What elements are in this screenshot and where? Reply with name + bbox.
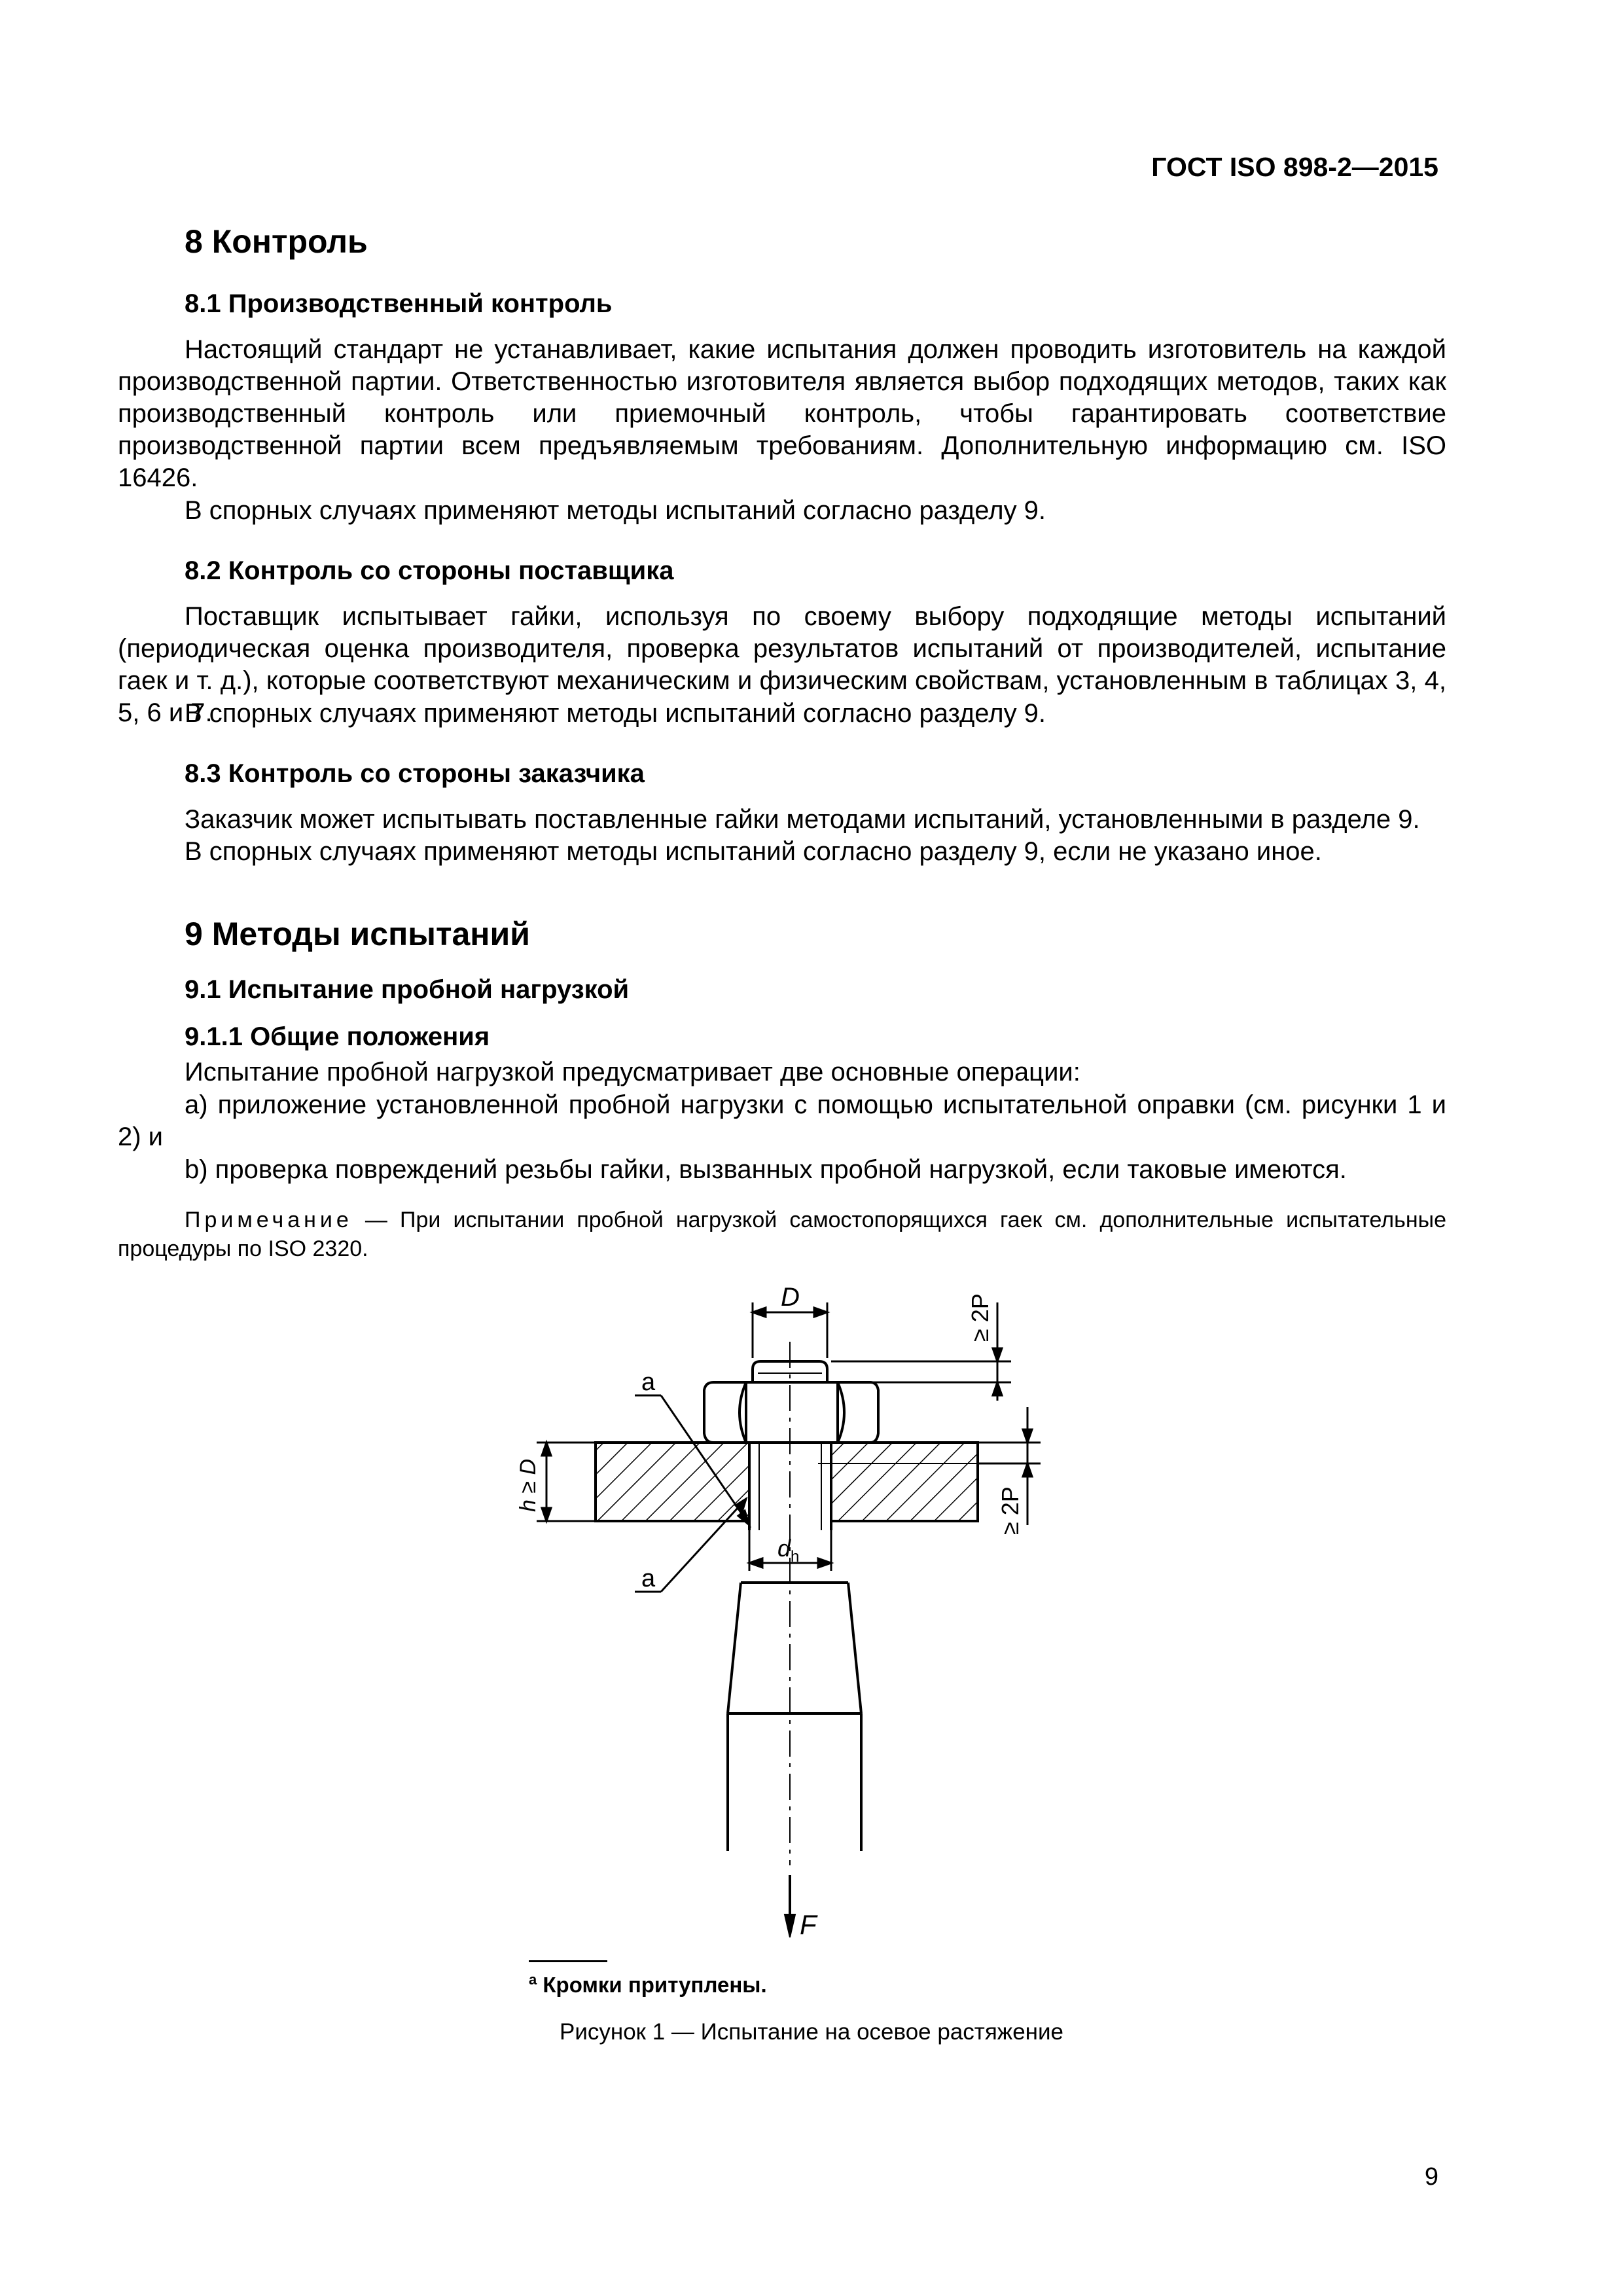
note [118, 1206, 1446, 1263]
section-8-1-disputes: В спорных случаях применяют методы испытаний согласно разделу 9. [185, 496, 1046, 525]
label-2P-right: ≥ 2P [997, 1486, 1024, 1535]
figure-1-axial-tension-diagram [458, 1276, 1047, 1957]
footnote-rule [529, 1960, 607, 1962]
page-number: 9 [1424, 2163, 1438, 2191]
label-2P-top: ≥ 2P [967, 1293, 993, 1342]
label-a-bottom: a [641, 1565, 656, 1592]
force-label: F [800, 1909, 817, 1940]
figure-footnote [529, 1971, 767, 1998]
footnote-text: Кромки притуплены. [537, 1973, 767, 1997]
document-code-header: ГОСТ ISO 898-2—2015 [1151, 152, 1438, 182]
section-8-2-paragraph: Поставщик испытывает гайки, используя по своему выбору подходящие методы испытаний (периодическая оценка производителя, проверка результатов испытаний от производителей, испытание гаек и т. д.), которые соответствуют механическим и физическим свойствам, установленным в таблицах 3, 4, 5, 6 и 7. [118, 602, 1446, 727]
section-8-1-paragraph: Настоящий стандарт не устанавливает, какие испытания должен проводить изготовитель на каждой производственной партии. Ответственностью изготовителя является выбор подходящих методов, таких как производственный контроль или приемочный контроль, чтобы гарантировать соответствие производственной партии всем предъявляемым требованиям. Дополнительную информацию см. ISO 16426. [118, 335, 1446, 492]
section-8-3-title: 8.3 Контроль со стороны заказчика [185, 759, 645, 788]
dimension-h [537, 1443, 596, 1521]
figure-caption: Рисунок 1 — Испытание на осевое растяжение [559, 2019, 1064, 2045]
section-9-title: 9 Методы испытаний [185, 916, 530, 952]
label-h: h ≥ D [516, 1458, 541, 1512]
section-8-2-title: 8.2 Контроль со стороны поставщика [185, 556, 674, 585]
label-D: D [781, 1283, 800, 1312]
label-a-top: a [641, 1369, 656, 1396]
section-8-2-disputes: В спорных случаях применяют методы испытаний согласно разделу 9. [185, 699, 1046, 728]
section-8-3-disputes: В спорных случаях применяют методы испытаний согласно разделу 9, если не указано иное. [185, 837, 1322, 866]
load-rod [728, 1583, 861, 1851]
test-plate-right [831, 1443, 978, 1521]
section-8-1-title: 8.1 Производственный контроль [185, 289, 613, 318]
section-8-3-paragraph: Заказчик может испытывать поставленные гайки методами испытаний, установленными в разделе 9. [185, 805, 1420, 834]
list-item-a: а) приложение установленной пробной нагрузки с помощью испытательной оправки (см. рисунки 1 и 2) и [118, 1090, 1446, 1151]
section-9-1-1-title: 9.1.1 Общие положения [185, 1022, 490, 1051]
section-9-1-1-intro: Испытание пробной нагрузкой предусматривает две основные операции: [185, 1058, 1080, 1086]
footnote-mark: a [529, 1971, 537, 1988]
list-item-b: b) проверка повреждений резьбы гайки, вызванных пробной нагрузкой, если таковые имеются. [185, 1155, 1347, 1184]
test-plate-left [596, 1443, 749, 1521]
force-arrow [785, 1875, 795, 1937]
section-8-title: 8 Контроль [185, 223, 368, 260]
nut [704, 1382, 878, 1443]
section-9-1-title: 9.1 Испытание пробной нагрузкой [185, 975, 630, 1004]
label-dh: $d_h$ [777, 1535, 800, 1566]
note-label: Примечание [185, 1208, 353, 1232]
note-text: — При испытании пробной нагрузкой самостопорящихся гаек см. дополнительные испытательные процедуры по ISO 2320. [118, 1208, 1446, 1261]
